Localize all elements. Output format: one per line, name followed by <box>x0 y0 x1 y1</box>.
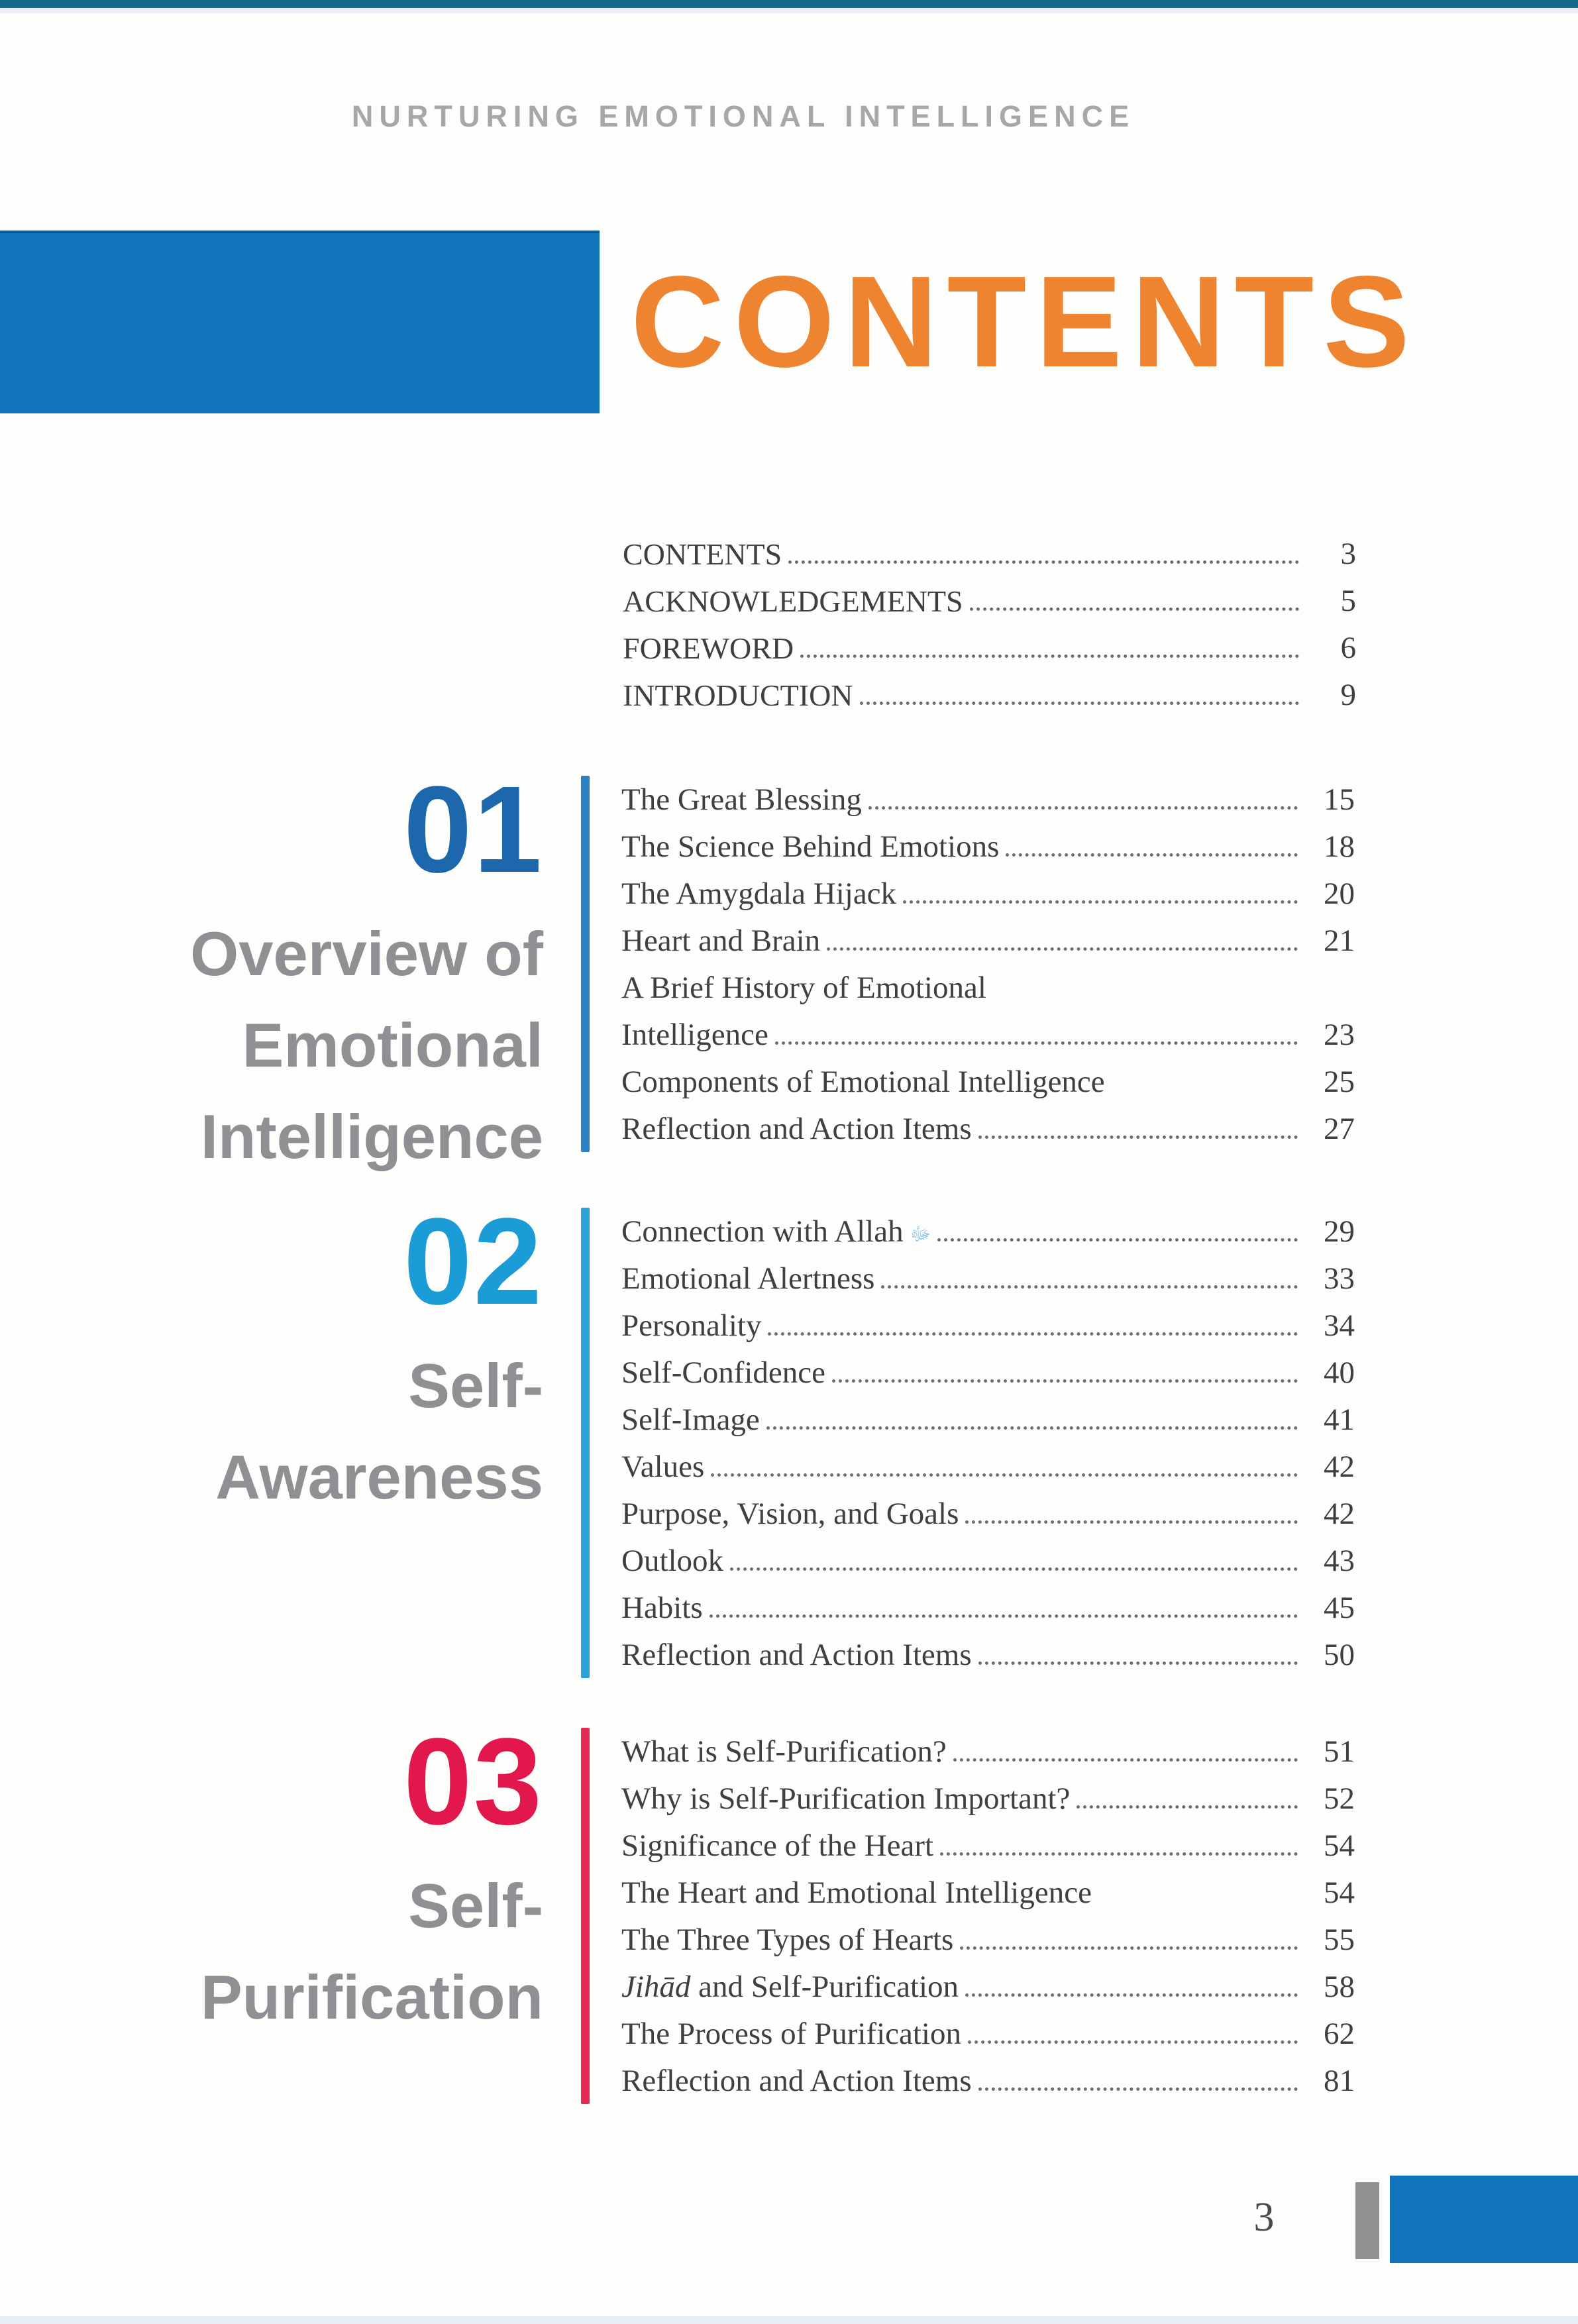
toc-page-number: 41 <box>1324 1402 1355 1438</box>
toc-page-number: 33 <box>1324 1261 1355 1296</box>
toc-entry-label: Why is Self-Purification Important? <box>621 1781 1071 1817</box>
toc-leader-dots <box>1006 853 1298 857</box>
toc-entry <box>621 823 1355 870</box>
toc-entry <box>623 577 1356 624</box>
page-title: CONTENTS <box>631 249 1419 394</box>
footer-page-number: 3 <box>1253 2195 1275 2240</box>
toc-entry-label: Reflection and Action Items <box>621 1638 972 1673</box>
toc-leader-dots <box>953 1758 1298 1762</box>
toc-entry-label: Significance of the Heart <box>621 1828 934 1864</box>
toc-page-number: 40 <box>1324 1355 1355 1391</box>
toc-page-number: 27 <box>1324 1112 1355 1147</box>
toc-entry <box>621 1775 1355 1822</box>
page-bottom-edge-strip <box>0 2316 1578 2324</box>
toc-entry <box>621 1302 1355 1349</box>
toc-entry <box>621 1963 1355 2010</box>
chapter-section <box>0 1713 1355 2104</box>
section-number: 01 <box>403 761 543 898</box>
section-title-line: Purification <box>200 1962 543 2032</box>
toc-entry <box>621 917 1355 964</box>
toc-entry-label-italic: Jihād <box>621 1970 691 2005</box>
section-title-line: Overview of <box>190 919 543 988</box>
toc-entry <box>621 776 1355 823</box>
allah-honorific-glyph: ﷻ <box>910 1224 931 1245</box>
section-entries <box>621 1716 1355 2104</box>
toc-page-number: 62 <box>1324 2017 1355 2052</box>
toc-entry <box>621 1916 1355 1963</box>
toc-entry <box>621 1728 1355 1775</box>
toc-entry <box>623 530 1356 577</box>
toc-page-number: 55 <box>1324 1923 1355 1958</box>
toc-page-number: 18 <box>1324 829 1355 865</box>
footer-gray-bar <box>1355 2182 1379 2259</box>
section-title-line: Intelligence <box>200 1102 543 1171</box>
section-accent-bar <box>581 1728 590 2104</box>
toc-page-number: 6 <box>1340 631 1356 666</box>
footer-blue-bar <box>1390 2176 1578 2263</box>
toc-page-number: 5 <box>1340 584 1356 619</box>
section-accent-bar <box>581 1208 590 1678</box>
toc-leader-dots <box>711 1473 1298 1477</box>
section-title-line: Self- <box>408 1351 543 1420</box>
toc-leader-dots <box>903 900 1298 904</box>
toc-leader-dots <box>710 1614 1298 1618</box>
page-top-edge-strip <box>0 0 1578 8</box>
toc-page-number: 15 <box>1324 782 1355 818</box>
toc-page-number: 21 <box>1324 924 1355 959</box>
section-number: 02 <box>403 1193 543 1330</box>
toc-leader-dots <box>800 655 1299 658</box>
toc-leader-dots <box>775 1041 1298 1045</box>
toc-entry-label: Reflection and Action Items <box>621 2064 972 2099</box>
front-matter-list <box>623 530 1356 718</box>
section-title <box>0 1340 543 1523</box>
toc-page-number: 20 <box>1324 876 1355 912</box>
toc-entry <box>621 1255 1355 1302</box>
toc-page-number: 9 <box>1340 678 1356 713</box>
toc-leader-dots <box>965 1993 1298 1997</box>
section-entries <box>621 1196 1355 1678</box>
toc-entry-label: Connection with Allah <box>621 1214 904 1249</box>
toc-page-number: 50 <box>1324 1638 1355 1673</box>
toc-entry-label: Emotional Alertness <box>621 1261 875 1296</box>
toc-leader-dots <box>965 1520 1298 1524</box>
toc-entry-label: The Amygdala Hijack <box>621 876 897 912</box>
toc-page-number: 81 <box>1324 2064 1355 2099</box>
toc-entry-label: Personality <box>621 1308 762 1344</box>
toc-entry-label: Habits <box>621 1591 703 1626</box>
toc-entry <box>623 624 1356 671</box>
toc-entry-label: Reflection and Action Items <box>621 1112 972 1147</box>
toc-leader-dots <box>766 1426 1298 1430</box>
toc-entry-label: The Great Blessing <box>621 782 862 818</box>
toc-entry-label: The Science Behind Emotions <box>621 829 1000 865</box>
toc-entry <box>621 1105 1355 1152</box>
toc-entry <box>621 1490 1355 1537</box>
toc-entry-label: FOREWORD <box>623 631 794 666</box>
toc-page-number: 25 <box>1324 1065 1355 1100</box>
toc-leader-dots <box>860 702 1299 705</box>
toc-entry-label: Outlook <box>621 1544 724 1579</box>
toc-entry <box>621 1443 1355 1490</box>
toc-leader-dots <box>940 1852 1298 1856</box>
toc-entry <box>621 1584 1355 1631</box>
chapter-section <box>0 761 1355 1183</box>
toc-leader-dots <box>868 806 1298 810</box>
toc-entry-label: Heart and Brain <box>621 924 821 959</box>
section-title-line: Emotional <box>242 1010 543 1080</box>
toc-leader-dots <box>978 1136 1298 1139</box>
contents-banner-bar <box>0 231 600 413</box>
toc-leader-dots <box>968 2040 1298 2044</box>
toc-page-number: 43 <box>1324 1544 1355 1579</box>
toc-entry <box>621 2010 1355 2057</box>
toc-entry <box>621 1869 1355 1916</box>
toc-leader-dots <box>768 1332 1298 1336</box>
section-number: 03 <box>403 1713 543 1850</box>
toc-leader-dots <box>970 607 1299 611</box>
section-entries <box>621 764 1355 1152</box>
toc-page-number: 34 <box>1324 1308 1355 1344</box>
toc-leader-dots <box>1077 1805 1298 1809</box>
toc-entry-label: ACKNOWLEDGEMENTS <box>623 584 963 619</box>
toc-entry-label: Jihād and Self-Purification <box>621 1970 959 2005</box>
toc-leader-dots <box>827 947 1298 951</box>
section-title <box>0 908 543 1183</box>
toc-page-number: 29 <box>1324 1214 1355 1249</box>
section-title-line: Awareness <box>215 1442 543 1512</box>
toc-page-number: 23 <box>1324 1018 1355 1053</box>
toc-page-number: 3 <box>1340 537 1356 572</box>
toc-entry-label: Purpose, Vision, and Goals <box>621 1497 959 1532</box>
toc-page-number: 54 <box>1324 1828 1355 1864</box>
toc-page-number: 42 <box>1324 1450 1355 1485</box>
toc-entry-label: A Brief History of Emotional <box>621 971 986 1006</box>
toc-entry-label: Components of Emotional Intelligence <box>621 1065 1105 1100</box>
toc-entry-label: INTRODUCTION <box>623 678 853 713</box>
toc-entry <box>621 1631 1355 1678</box>
toc-entry-label: Self-Confidence <box>621 1355 826 1391</box>
toc-leader-dots <box>960 1946 1298 1950</box>
toc-leader-dots <box>832 1379 1298 1383</box>
section-label-column <box>0 761 555 1183</box>
toc-entry-label: Intelligence <box>621 1018 768 1053</box>
toc-entry <box>621 2057 1355 2104</box>
toc-entry-label: The Three Types of Hearts <box>621 1923 954 1958</box>
toc-entry <box>623 671 1356 718</box>
section-accent-bar <box>581 776 590 1152</box>
toc-page-number: 58 <box>1324 1970 1355 2005</box>
toc-entry-label: What is Self-Purification? <box>621 1734 947 1769</box>
section-label-column <box>0 1193 555 1523</box>
toc-page-number: 42 <box>1324 1497 1355 1532</box>
toc-entry-label: CONTENTS <box>623 537 782 572</box>
toc-leader-dots <box>881 1285 1298 1289</box>
toc-leader-dots <box>978 1662 1298 1665</box>
chapter-section <box>0 1193 1355 1678</box>
section-title-line: Self- <box>408 1871 543 1940</box>
section-label-column <box>0 1713 555 2043</box>
toc-entry <box>621 1396 1355 1443</box>
toc-entry <box>621 1011 1355 1058</box>
toc-entry-label: The Process of Purification <box>621 2017 961 2052</box>
toc-entry <box>621 870 1355 917</box>
section-title <box>0 1860 543 2043</box>
toc-entry <box>621 1537 1355 1584</box>
toc-leader-dots <box>730 1567 1298 1571</box>
toc-entry-label: Values <box>621 1450 705 1485</box>
toc-entry <box>621 1058 1355 1105</box>
toc-leader-dots <box>978 2087 1298 2091</box>
toc-entry <box>621 1208 1355 1255</box>
toc-page-number <box>1307 1006 1355 1011</box>
toc-entry <box>621 1349 1355 1396</box>
toc-entry-label: The Heart and Emotional Intelligence <box>621 1875 1092 1911</box>
toc-leader-dots <box>788 560 1299 564</box>
running-header: NURTURING EMOTIONAL INTELLIGENCE <box>351 99 1135 133</box>
toc-entry <box>621 964 1355 1011</box>
toc-leader-dots <box>937 1238 1298 1241</box>
toc-page-number: 45 <box>1324 1591 1355 1626</box>
page-top-edge-highlight <box>0 8 1578 13</box>
toc-page-number: 52 <box>1324 1781 1355 1817</box>
toc-entry-label: Self-Image <box>621 1402 760 1438</box>
toc-entry <box>621 1822 1355 1869</box>
toc-page-number: 54 <box>1324 1875 1355 1911</box>
toc-page-number: 51 <box>1324 1734 1355 1769</box>
